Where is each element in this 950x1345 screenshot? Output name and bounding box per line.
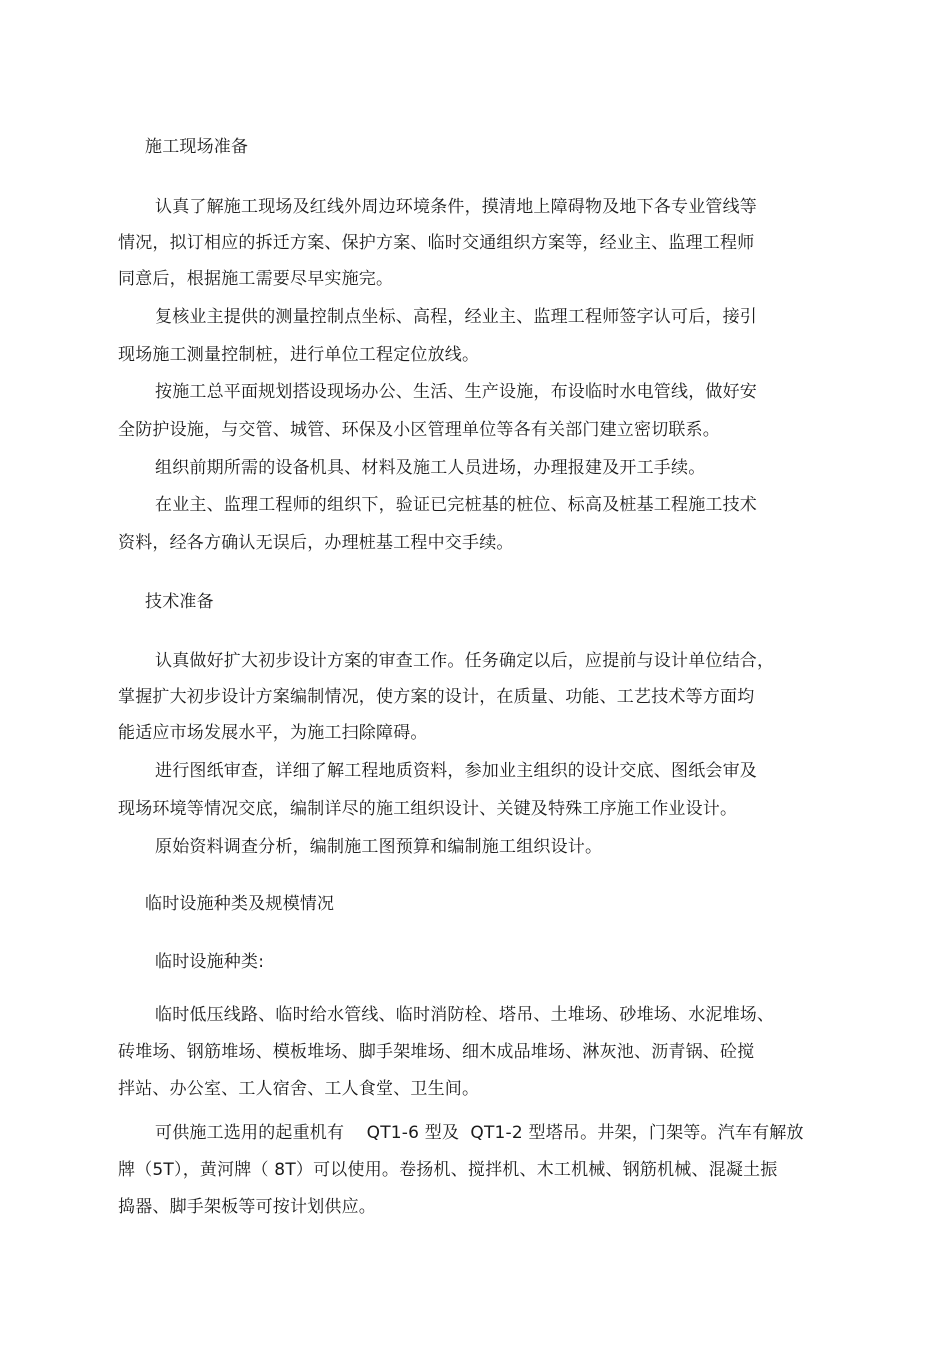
paragraph-line: 认真做好扩大初步设计方案的审查工作。任务确定以后，应提前与设计单位结合，: [155, 651, 775, 671]
paragraph-line: 认真了解施工现场及红线外周边环境条件，摸清地上障碍物及地下各专业管线等: [155, 197, 757, 217]
paragraph-line: 现场施工测量控制桩，进行单位工程定位放线。: [118, 345, 480, 365]
paragraph-line: 能适应市场发展水平，为施工扫除障碍。: [118, 723, 428, 743]
paragraph-line: 可供施工选用的起重机有 QT1-6 型及 QT1-2 型塔吊。井架，门架等。汽车有解放: [155, 1123, 804, 1143]
paragraph-line: 复核业主提供的测量控制点坐标、高程，经业主、监理工程师签字认可后，接引: [155, 307, 757, 327]
paragraph-line: 原始资料调查分析，编制施工图预算和编制施工组织设计。: [155, 837, 603, 857]
paragraph-line: 掌握扩大初步设计方案编制情况，使方案的设计，在质量、功能、工艺技术等方面均: [118, 687, 755, 707]
paragraph-line: 拌站、办公室、工人宿舍、工人食堂、卫生间。: [118, 1079, 480, 1099]
paragraph-line: 按施工总平面规划搭设现场办公、生活、生产设施，布设临时水电管线，做好安: [155, 382, 757, 402]
section-heading: 施工现场准备: [145, 137, 249, 157]
paragraph-line: 同意后，根据施工需要尽早实施完。: [118, 269, 394, 289]
paragraph-line: 现场环境等情况交底，编制详尽的施工组织设计、关键及特殊工序施工作业设计。: [118, 799, 738, 819]
paragraph-line: 进行图纸审查，详细了解工程地质资料，参加业主组织的设计交底、图纸会审及: [155, 761, 757, 781]
paragraph-line: 捣器、脚手架板等可按计划供应。: [118, 1197, 376, 1217]
paragraph-line: 资料，经各方确认无误后，办理桩基工程中交手续。: [118, 533, 514, 553]
paragraph-line: 砖堆场、钢筋堆场、模板堆场、脚手架堆场、细木成品堆场、淋灰池、沥青锅、砼搅: [118, 1042, 755, 1062]
section-heading: 临时设施种类及规模情况: [145, 894, 335, 914]
paragraph-line: 在业主、监理工程师的组织下，验证已完桩基的桩位、标高及桩基工程施工技术: [155, 495, 757, 515]
subheading: 临时设施种类:: [155, 952, 265, 972]
paragraph-line: 组织前期所需的设备机具、材料及施工人员进场，办理报建及开工手续。: [155, 458, 706, 478]
paragraph-line: 牌（5T），黄河牌（ 8T）可以使用。卷扬机、搅拌机、木工机械、钢筋机械、混凝土振: [118, 1160, 778, 1180]
section-heading: 技术准备: [145, 592, 214, 612]
paragraph-line: 全防护设施，与交管、城管、环保及小区管理单位等各有关部门建立密切联系。: [118, 420, 720, 440]
paragraph-line: 临时低压线路、临时给水管线、临时消防栓、塔吊、土堆场、砂堆场、水泥堆场、: [155, 1005, 775, 1025]
paragraph-line: 情况，拟订相应的拆迁方案、保护方案、临时交通组织方案等，经业主、监理工程师: [118, 233, 755, 253]
